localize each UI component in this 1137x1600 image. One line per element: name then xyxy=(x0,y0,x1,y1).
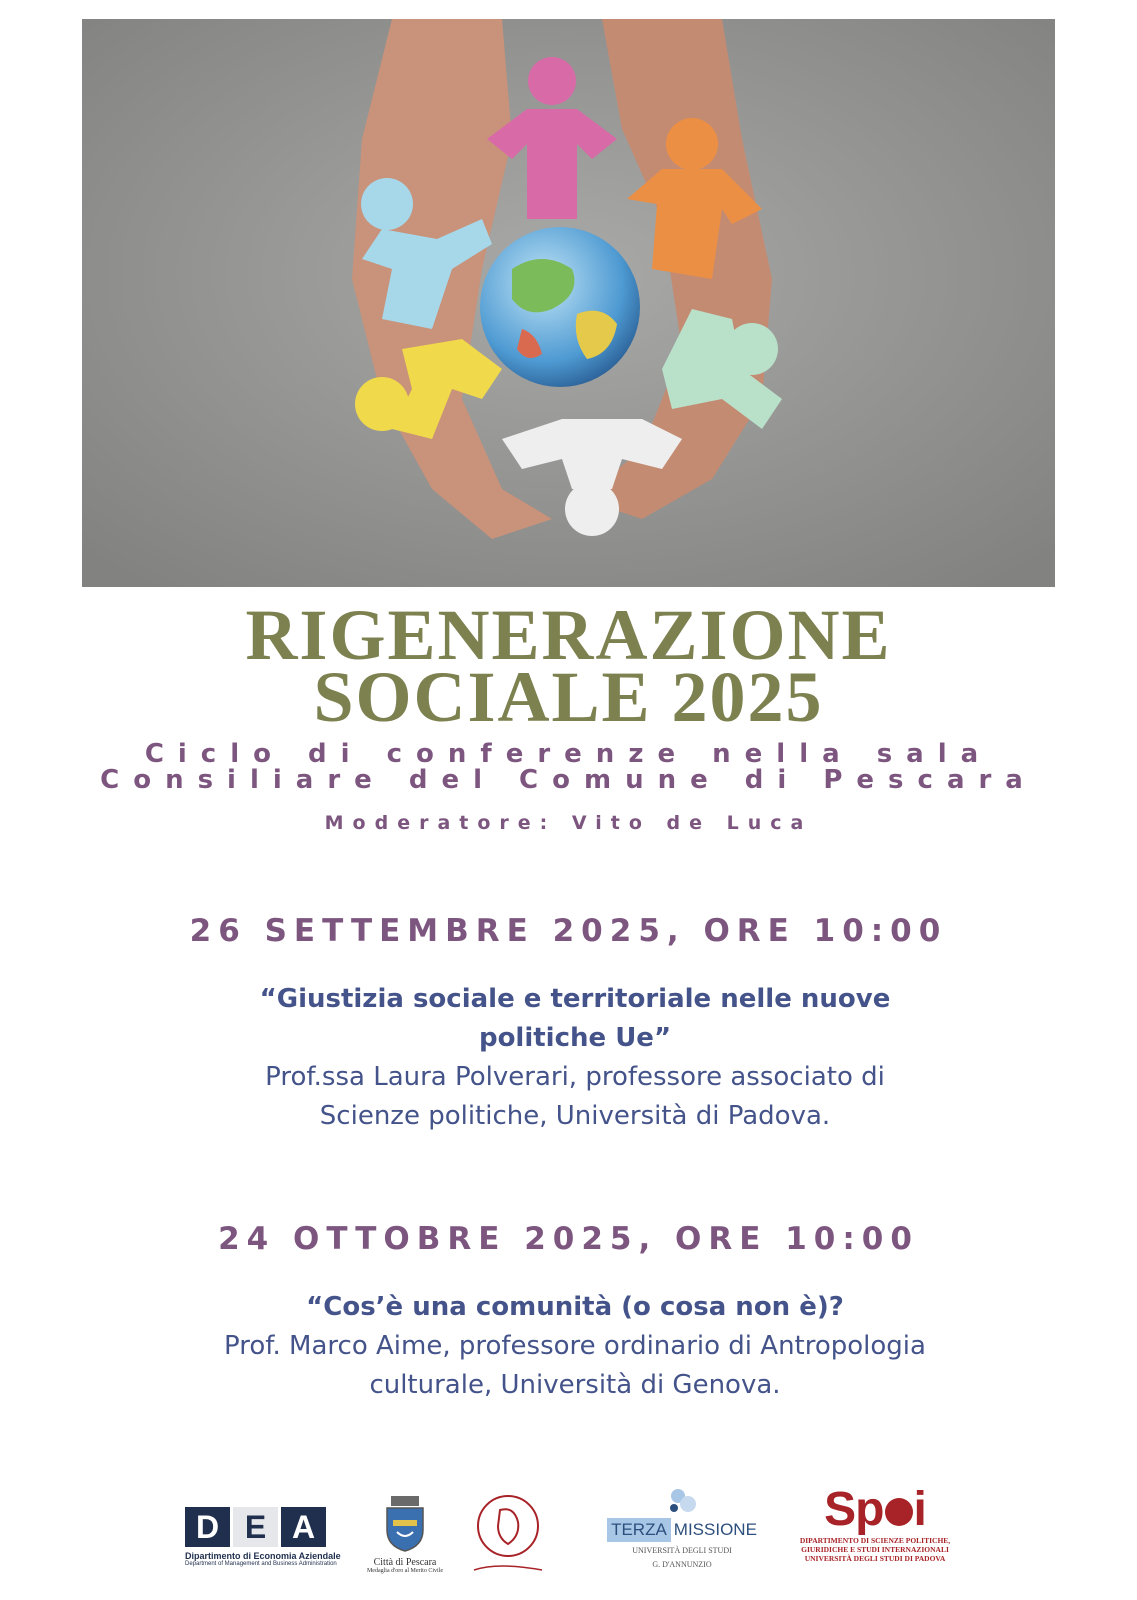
talk-speaker-1: Prof.ssa Laura Polverari, professore associato di Scienze politiche, Università di Padova. xyxy=(265,1062,885,1131)
pescara-logo xyxy=(360,1496,450,1574)
spgi-brand: Sp i xyxy=(824,1483,926,1536)
pescara-name: Città di Pescara xyxy=(373,1557,437,1568)
spgi-logo xyxy=(790,1484,960,1563)
event-title-line-2: SOCIALE 2025 xyxy=(313,657,824,737)
pescara-motto: Medaglia d'oro al Merito Civile xyxy=(366,1568,444,1574)
terza-label: TERZA xyxy=(607,1518,671,1542)
dea-name-en: Department of Management and Business Administration xyxy=(185,1561,337,1567)
terza-missione-dots-icon xyxy=(664,1486,704,1516)
spgi-line-2: GIURIDICHE E STUDI INTERNAZIONALI xyxy=(801,1545,949,1554)
dannunzio-logo xyxy=(468,1492,548,1580)
missione-label: MISSIONE xyxy=(673,1520,757,1539)
moderator-text: Moderatore: Vito de Luca xyxy=(324,812,813,834)
subtitle-line-2: Consiliare del Comune di Pescara xyxy=(100,765,1037,795)
spgi-line-1: DIPARTIMENTO DI SCIENZE POLITICHE, xyxy=(799,1536,951,1545)
dea-letter-a: A xyxy=(281,1507,326,1547)
event-talk-2 xyxy=(220,1288,930,1405)
talk-title-1: “Giustizia sociale e territoriale nelle nuove politiche Ue” xyxy=(259,984,891,1053)
event-date-1: 26 SETTEMBRE 2025, ORE 10:00 xyxy=(189,913,948,949)
event-talk-1 xyxy=(220,980,930,1136)
dannunzio-emblem-icon xyxy=(468,1492,548,1580)
subtitle-line-1: Ciclo di conferenze nella sala xyxy=(144,739,993,769)
event-title-line-1: RIGENERAZIONE xyxy=(245,595,892,675)
pescara-crest-icon xyxy=(383,1496,427,1552)
hero-image xyxy=(82,19,1055,587)
spgi-line-3: UNIVERSITÀ DEGLI STUDI DI PADOVA xyxy=(804,1554,946,1563)
event-date-2: 24 OTTOBRE 2025, ORE 10:00 xyxy=(218,1221,919,1257)
terza-university-line-1: UNIVERSITÀ DEGLI STUDI xyxy=(632,1546,732,1555)
terza-missione-logo xyxy=(592,1490,772,1570)
sponsor-logos xyxy=(0,1480,1137,1600)
hands-globe-illustration xyxy=(82,19,1055,587)
talk-title-2: “Cos’è una comunità (o cosa non è)? xyxy=(306,1292,844,1322)
terza-university-line-2: G. D'ANNUNZIO xyxy=(652,1560,712,1569)
dea-letter-d: D xyxy=(185,1507,230,1547)
talk-speaker-2: Prof. Marco Aime, professore ordinario di Antropologia culturale, Università di Genova. xyxy=(224,1331,926,1400)
dea-logo xyxy=(185,1507,341,1567)
dea-letter-e: E xyxy=(233,1507,278,1547)
dea-name: Dipartimento di Economia Aziendale xyxy=(185,1551,341,1561)
